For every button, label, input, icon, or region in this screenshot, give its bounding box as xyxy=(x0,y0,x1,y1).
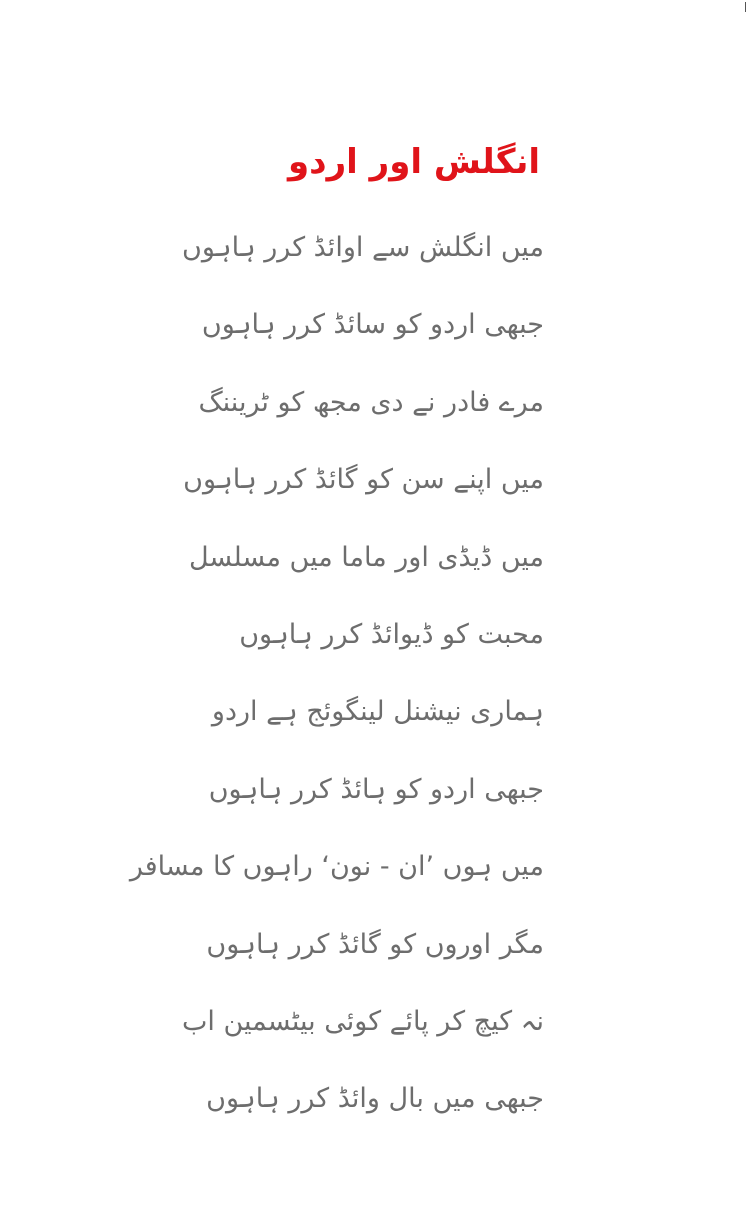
verse-line-7: ہماری نیشنل لینگوئج ہے اردو xyxy=(211,696,544,728)
poem-title: انگلش اور اردو xyxy=(288,142,540,182)
verse-line-11: نہ کیچ کر پائے کوئی بیٹسمین اب xyxy=(181,1005,544,1037)
verse-line-6: محبت کو ڈیوائڈ کرر ہاہوں xyxy=(239,618,544,650)
verse-line-9: میں ہوں ’ان - نون‘ راہوں کا مسافر xyxy=(129,851,544,883)
verse-line-2: جبھی اردو کو سائڈ کرر ہاہوں xyxy=(201,309,544,341)
verse-line-8: جبھی اردو کو ہائڈ کرر ہاہوں xyxy=(208,773,544,805)
page-corner-mark xyxy=(745,2,746,12)
verse-line-4: میں اپنے سن کو گائڈ کرر ہاہوں xyxy=(183,464,544,496)
verse-line-12: جبھی میں بال وائڈ کرر ہاہوں xyxy=(206,1083,544,1115)
poem xyxy=(129,140,544,1157)
verse-line-1: میں انگلش سے اوائڈ کرر ہاہوں xyxy=(182,232,544,263)
verse-line-10: مگر اوروں کو گائڈ کرر ہاہوں xyxy=(206,928,544,960)
verse-line-5: میں ڈیڈی اور ماما میں مسلسل xyxy=(188,541,544,573)
verse-line-3: مرے فادر نے دی مجھ کو ٹریننگ xyxy=(198,386,544,418)
verse-list xyxy=(129,228,544,1119)
